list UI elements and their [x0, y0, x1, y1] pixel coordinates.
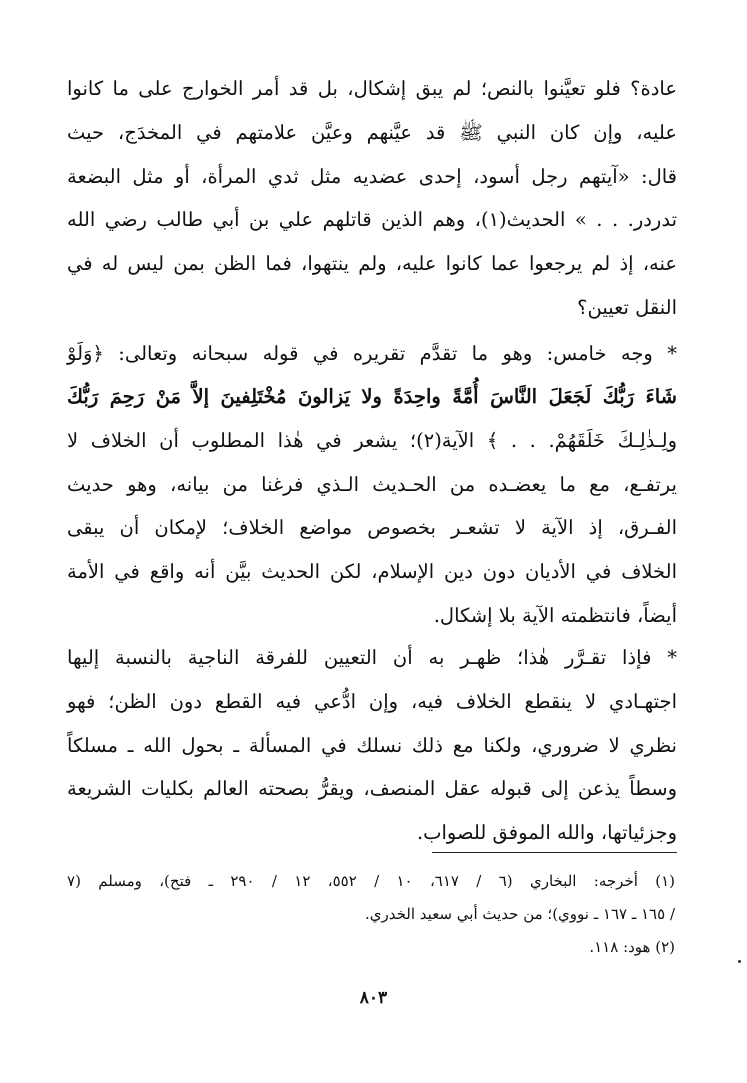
footnote-1: (١) أخرجه: البخاري (٦ / ٦١٧، ١٠ / ٥٥٢، ١٢ / ٢٩٠ ـ فتح)، ومسلم (٧	[67, 872, 675, 890]
text-line-7: * وجه خامس: وهو ما تقدَّم تقريره في قوله سبحانه وتعالى: ﴿وَلَوْ	[67, 342, 677, 365]
text-line-6: النقل تعيين؟	[577, 296, 677, 319]
text-line-12: الخلاف في الأديان دون دين الإسلام، لكن الحديث بيَّن أنه واقع في الأمة	[67, 560, 677, 583]
quran-line-1: شَاءَ رَبُّكَ لَجَعَلَ النَّاسَ أُمَّةً واحِدَةً ولا يَزالونَ مُخْتَلِفينَ إلاَّ مَنْ رَحِمَ رَبُّكَ	[67, 385, 677, 408]
text-line-3: قال: «آيتهم رجل أسود، إحدى عضديه مثل ثدي المرأة، أو مثل البضعة	[67, 165, 677, 188]
text-line-10: يرتفـع، مع ما يعضـده من الحـديث الـذي فرغنا من بيانه، وهو حديث	[67, 473, 677, 496]
page-number: ٨٠٣	[359, 988, 388, 1008]
text-line-18: وجزئياتها، والله الموفق للصواب.	[416, 821, 677, 844]
text-line-5: عنه، إذ لم يرجعوا عما كانوا عليه، ولم ينتهوا، فما الظن بمن ليس له في	[67, 252, 677, 275]
text-line-17: وسطاً يذعن إلى قبوله عقل المنصف، ويقرُّ بصحته العالم بكليات الشريعة	[67, 777, 677, 800]
footnote-2: (٢) هود: ١١٨.	[589, 938, 675, 956]
text-line-1: عادة؟ فلو تعيَّنوا بالنص؛ لم يبق إشكال، بل قد أمر الخوارج على ما كانوا	[67, 77, 677, 100]
footnote-1-continued: / ١٦٥ ـ ١٦٧ ـ نووي)؛ من حديث أبي سعيد الخدري.	[364, 905, 675, 923]
scan-speck	[738, 960, 741, 963]
text-line-9: ولِـذٰلِـكَ خَلَقَهُمْ. . . ﴾ الآية(٢)؛ يشعر في هٰذا المطلوب أن الخلاف لا	[67, 429, 677, 452]
text-line-13: أيضاً، فانتظمته الآية بلا إشكال.	[433, 604, 677, 627]
text-line-16: نظري لا ضروري، ولكنا مع ذلك نسلك في المسألة ـ بحول الله ـ مسلكاً	[67, 734, 677, 757]
footnote-separator	[432, 852, 677, 853]
text-line-2: عليه، وإن كان النبي ﷺ قد عيَّنهم وعيَّن علامتهم في المخدَج، حيث	[67, 121, 677, 144]
text-line-14: * فإذا تقـرَّر هٰذا؛ ظهـر به أن التعيين للفرقة الناجية بالنسبة إليها	[67, 646, 677, 669]
text-line-4: تدردر. . . » الحديث(١)، وهم الذين قاتلهم علي بن أبي طالب رضي الله	[67, 208, 677, 231]
text-line-11: الفـرق، إذ الآية لا تشعـر بخصوص مواضع الخلاف؛ لإمكان أن يبقى	[67, 516, 677, 539]
text-line-15: اجتهـادي لا ينقطع الخلاف فيه، وإن ادُّعي فيه القطع دون الظن؛ فهو	[67, 690, 677, 713]
